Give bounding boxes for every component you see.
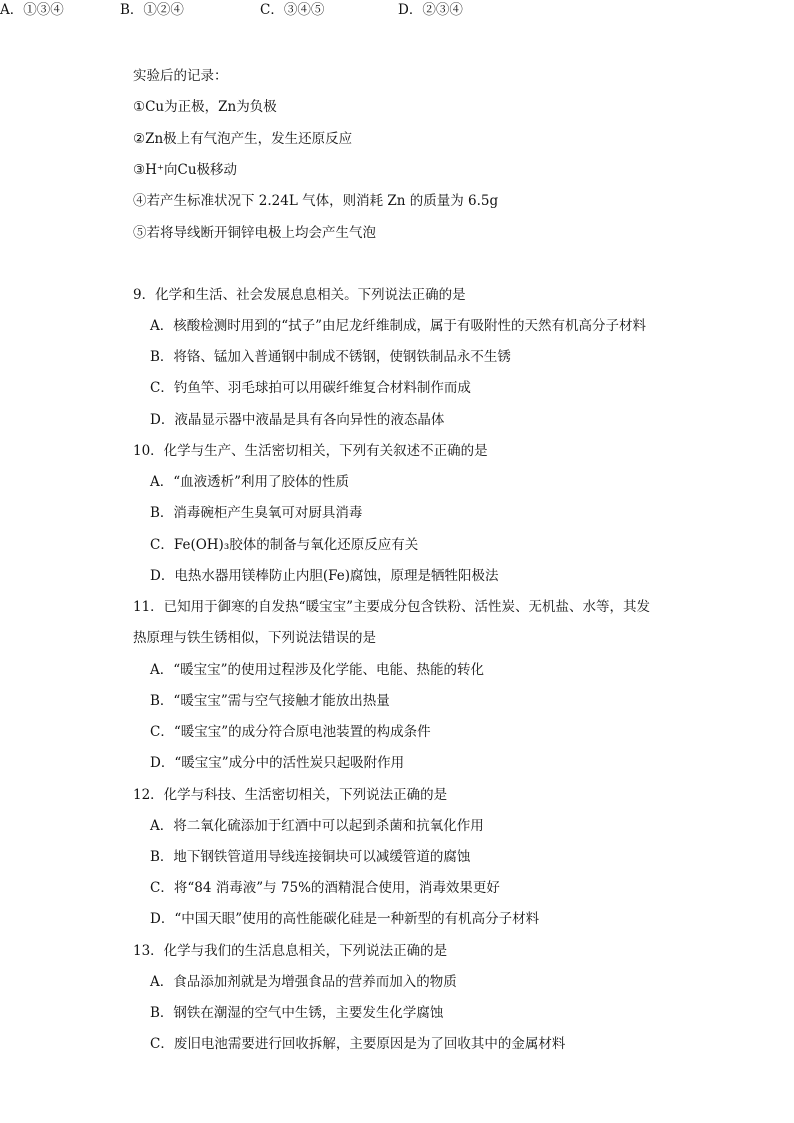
record-item: ⑤若将导线断开铜锌电极上均会产生气泡 bbox=[133, 225, 376, 241]
question-option: B．将铬、锰加入普通钢中制成不锈钢，使钢铁制品永不生锈 bbox=[150, 349, 511, 365]
record-item: ④若产生标准状况下 2.24L 气体，则消耗 Zn 的质量为 6.5g bbox=[133, 193, 499, 209]
question-option: C．Fe(OH)₃胶体的制备与氧化还原反应有关 bbox=[150, 537, 419, 553]
choice-d: D．②③④ bbox=[398, 2, 463, 18]
records-heading: 实验后的记录： bbox=[133, 68, 228, 84]
question-option: B．“暖宝宝”需与空气接触才能放出热量 bbox=[150, 693, 390, 709]
choice-c: C．③④⑤ bbox=[260, 2, 325, 18]
choice-a: A．①③④ bbox=[0, 2, 64, 18]
record-item: ①Cu为正极，Zn为负极 bbox=[133, 99, 277, 115]
question-option: C．废旧电池需要进行回收拆解，主要原因是为了回收其中的金属材料 bbox=[150, 1036, 566, 1052]
question-option: C．将“84 消毒液”与 75%的酒精混合使用，消毒效果更好 bbox=[150, 880, 500, 896]
question-stem: 10．化学与生产、生活密切相关，下列有关叙述不正确的是 bbox=[133, 443, 488, 459]
question-option: C．“暖宝宝”的成分符合原电池装置的构成条件 bbox=[150, 724, 431, 740]
record-item: ②Zn极上有气泡产生，发生还原反应 bbox=[133, 131, 353, 147]
question-option: D．“暖宝宝”成分中的活性炭只起吸附作用 bbox=[150, 755, 405, 771]
question-option: B．地下钢铁管道用导线连接铜块可以减缓管道的腐蚀 bbox=[150, 849, 471, 865]
question-option: A．核酸检测时用到的“拭子”由尼龙纤维制成，属于有吸附性的天然有机高分子材料 bbox=[150, 318, 647, 334]
question-option: D．电热水器用镁棒防止内胆(Fe)腐蚀，原理是牺牲阳极法 bbox=[150, 568, 499, 584]
question-option: A．“暖宝宝”的使用过程涉及化学能、电能、热能的转化 bbox=[150, 662, 485, 678]
record-item: ③H⁺向Cu极移动 bbox=[133, 162, 238, 178]
question-option: C．钓鱼竿、羽毛球拍可以用碳纤维复合材料制作而成 bbox=[150, 380, 471, 396]
answer-choices bbox=[0, 0, 560, 20]
question-option: D．液晶显示器中液晶是具有各向异性的液态晶体 bbox=[150, 412, 445, 428]
question-option: A．“血液透析”利用了胶体的性质 bbox=[150, 474, 350, 490]
question-stem: 13．化学与我们的生活息息相关，下列说法正确的是 bbox=[133, 943, 448, 959]
question-option: D．“中国天眼”使用的高性能碳化硅是一种新型的有机高分子材料 bbox=[150, 911, 540, 927]
question-option: A．食品添加剂就是为增强食品的营养而加入的物质 bbox=[150, 974, 457, 990]
question-option: A．将二氧化硫添加于红酒中可以起到杀菌和抗氧化作用 bbox=[150, 818, 484, 834]
question-stem-continued: 热原理与铁生锈相似，下列说法错误的是 bbox=[133, 630, 376, 646]
question-stem: 11．已知用于御寒的自发热“暖宝宝”主要成分包含铁粉、活性炭、无机盐、水等，其发 bbox=[133, 599, 650, 615]
question-option: B．钢铁在潮湿的空气中生锈，主要发生化学腐蚀 bbox=[150, 1005, 444, 1021]
question-stem: 12．化学与科技、生活密切相关，下列说法正确的是 bbox=[133, 787, 448, 803]
choice-b: B．①②④ bbox=[120, 2, 184, 18]
question-option: B．消毒碗柜产生臭氧可对厨具消毒 bbox=[150, 505, 363, 521]
question-stem: 9．化学和生活、社会发展息息相关。下列说法正确的是 bbox=[133, 287, 466, 303]
